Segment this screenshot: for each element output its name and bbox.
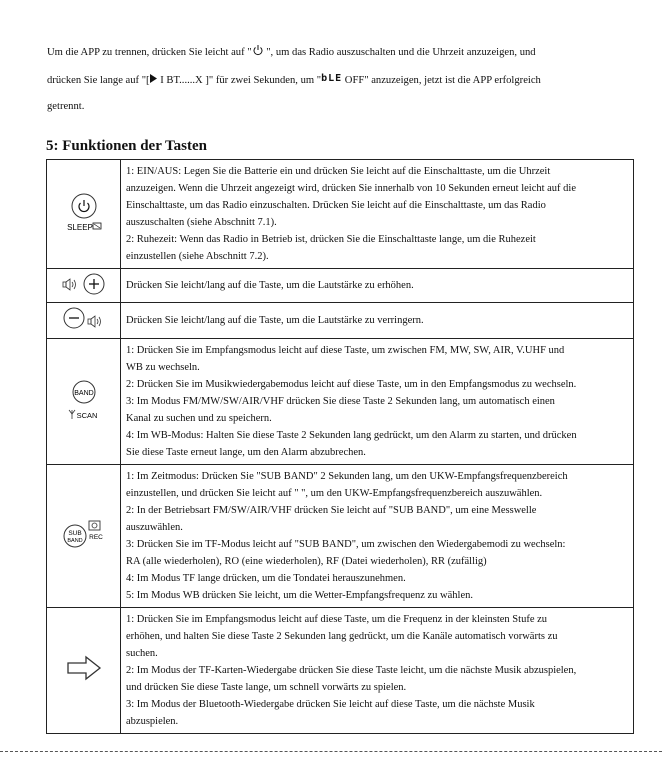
intro-line-3: getrennt. xyxy=(47,101,85,112)
desc-line: 1: Im Zeitmodus: Drücken Sie "SUB BAND" 2 Sekunden lang, um den UKW-Empfangsfrequenzbereich xyxy=(126,471,568,482)
sub-band-rec-icon xyxy=(47,465,121,608)
desc-line: 1: Drücken Sie im Empfangsmodus leicht auf diese Taste, um die Frequenz in der kleinsten Stufe zu xyxy=(126,614,548,625)
page-bottom-divider xyxy=(0,751,662,752)
desc-line: auszuschalten (siehe Abschnitt 7.1). xyxy=(126,217,277,228)
volume-down-icon xyxy=(47,303,121,339)
scan-label: SCAN xyxy=(76,411,97,420)
band-scan-icon xyxy=(47,339,121,465)
sleep-label: SLEEP xyxy=(66,222,93,232)
desc-line: 2: Ruhezeit: Wenn das Radio in Betrieb ist, drücken Sie die Einschalttaste lange, um die Ruhezeit xyxy=(126,234,536,245)
desc-line: 4: Im Modus TF lange drücken, um die Tondatei herauszunehmen. xyxy=(126,573,406,584)
desc-line: WB zu wechseln. xyxy=(126,362,200,373)
desc-line: 4: Im WB-Modus: Halten Sie diese Taste 2 Sekunden lang gedrückt, um den Alarm zu starten, und drücken xyxy=(126,430,577,441)
desc-line: auszuwählen. xyxy=(126,522,183,533)
bt-off-symbol: bLE xyxy=(321,73,343,84)
desc-line: 3: Im Modus der Bluetooth-Wiedergabe drücken Sie leicht auf diese Taste, um die nächste Musik xyxy=(126,699,535,710)
desc-line: 2: In der Betriebsart FM/SW/AIR/VHF drücken Sie leicht auf "SUB BAND", um eine Messwelle xyxy=(126,505,537,516)
intro-paragraph xyxy=(47,40,637,120)
desc-line: einzustellen, und drücken Sie leicht auf " ", um den UKW-Empfangsfrequenzbereich auszuwählen. xyxy=(126,488,543,499)
volume-up-icon xyxy=(47,269,121,303)
desc-line: suchen. xyxy=(126,648,158,659)
intro-line-1-start: Um die APP zu trennen, drücken Sie leicht auf " xyxy=(47,47,252,58)
band-label: BAND xyxy=(73,390,94,397)
desc-line: Drücken Sie leicht/lang auf die Taste, um die Lautstärke zu erhöhen. xyxy=(126,280,414,291)
desc-line: 2: Drücken Sie im Musikwiedergabemodus leicht auf diese Taste, um in den Empfangsmodus zu wechseln. xyxy=(126,379,577,390)
desc-line: Kanal zu suchen und zu speichern. xyxy=(126,413,272,424)
desc-line: Einschalttaste, um das Radio einzuschalten. Drücken Sie leicht auf die Einschalttaste, um das Radio xyxy=(126,200,546,211)
power-icon xyxy=(252,40,264,66)
row-description xyxy=(121,269,634,303)
svg-text:BAND: BAND xyxy=(66,537,83,544)
key-functions-table xyxy=(46,159,634,734)
desc-line: abzuspielen. xyxy=(126,716,179,727)
desc-line: erhöhen, und halten Sie diese Taste 2 Sekunden lang gedrückt, um die Kanäle automatisch vorwärts zu xyxy=(126,631,558,642)
intro-line-2-end: OFF" anzuzeigen, jetzt ist die APP erfolgreich xyxy=(342,75,541,86)
table-row-sub-band xyxy=(47,465,634,608)
desc-line: 3: Drücken Sie im TF-Modus leicht auf "SUB BAND", um zwischen den Wiedergabemodi zu wechseln: xyxy=(126,539,566,550)
table-row-volume-down xyxy=(47,303,634,339)
table-row-power xyxy=(47,160,634,269)
desc-line: 5: Im Modus WB drücken Sie leicht, um die Wetter-Empfangsfrequenz zu wählen. xyxy=(126,590,474,601)
intro-line-2 xyxy=(47,66,637,94)
desc-line: Drücken Sie leicht/lang auf die Taste, um die Lautstärke zu verringern. xyxy=(126,315,424,326)
table-row-volume-up xyxy=(47,269,634,303)
desc-line: 3: Im Modus FM/MW/SW/AIR/VHF drücken Sie diese Taste 2 Sekunden lang, um automatisch einen xyxy=(126,396,555,407)
section-heading: 5: Funktionen der Tasten xyxy=(46,138,208,154)
desc-line: und drücken Sie diese Taste lange, um schnell vorwärts zu spielen. xyxy=(126,682,407,693)
desc-line: 1: Drücken Sie im Empfangsmodus leicht auf diese Taste, um zwischen FM, MW, SW, AIR, V.UHF und xyxy=(126,345,565,356)
arrow-right-icon xyxy=(47,608,121,734)
desc-line: einzustellen (siehe Abschnitt 7.2). xyxy=(126,251,269,262)
desc-line: anzuzeigen. Wenn die Uhrzeit angezeigt wird, drücken Sie innerhalb von 10 Sekunden erneut leicht auf die xyxy=(126,183,577,194)
row-description xyxy=(121,303,634,339)
intro-line-1 xyxy=(47,40,637,66)
table-row-band xyxy=(47,339,634,465)
svg-text:SUB: SUB xyxy=(67,529,82,537)
play-icon xyxy=(150,68,158,94)
row-description xyxy=(121,339,634,465)
table-row-next xyxy=(47,608,634,734)
intro-line-2-start: drücken Sie lange auf "[ xyxy=(47,75,150,86)
desc-line: Sie diese Taste erneut lange, um den Alarm abzubrechen. xyxy=(126,447,366,458)
desc-line: RA (alle wiederholen), RO (eine wiederholen), RF (Datei wiederholen), RR (zufällig) xyxy=(126,556,487,567)
row-description xyxy=(121,160,634,269)
desc-line: 1: EIN/AUS: Legen Sie die Batterie ein und drücken Sie leicht auf die Einschalttaste, um die Uhrzeit xyxy=(126,166,551,177)
row-description xyxy=(121,608,634,734)
rec-label: REC xyxy=(88,533,103,541)
intro-line-1-end: ", um das Radio auszuschalten und die Uhrzeit anzuzeigen, und xyxy=(263,47,536,58)
desc-line: 2: Im Modus der TF-Karten-Wiedergabe drücken Sie diese Taste leicht, um die nächste Musik abzuspielen, xyxy=(126,665,577,676)
row-description xyxy=(121,465,634,608)
intro-line-2-middle: I BT......X ]" für zwei Sekunden, um " xyxy=(157,75,322,86)
power-sleep-icon xyxy=(47,160,121,269)
